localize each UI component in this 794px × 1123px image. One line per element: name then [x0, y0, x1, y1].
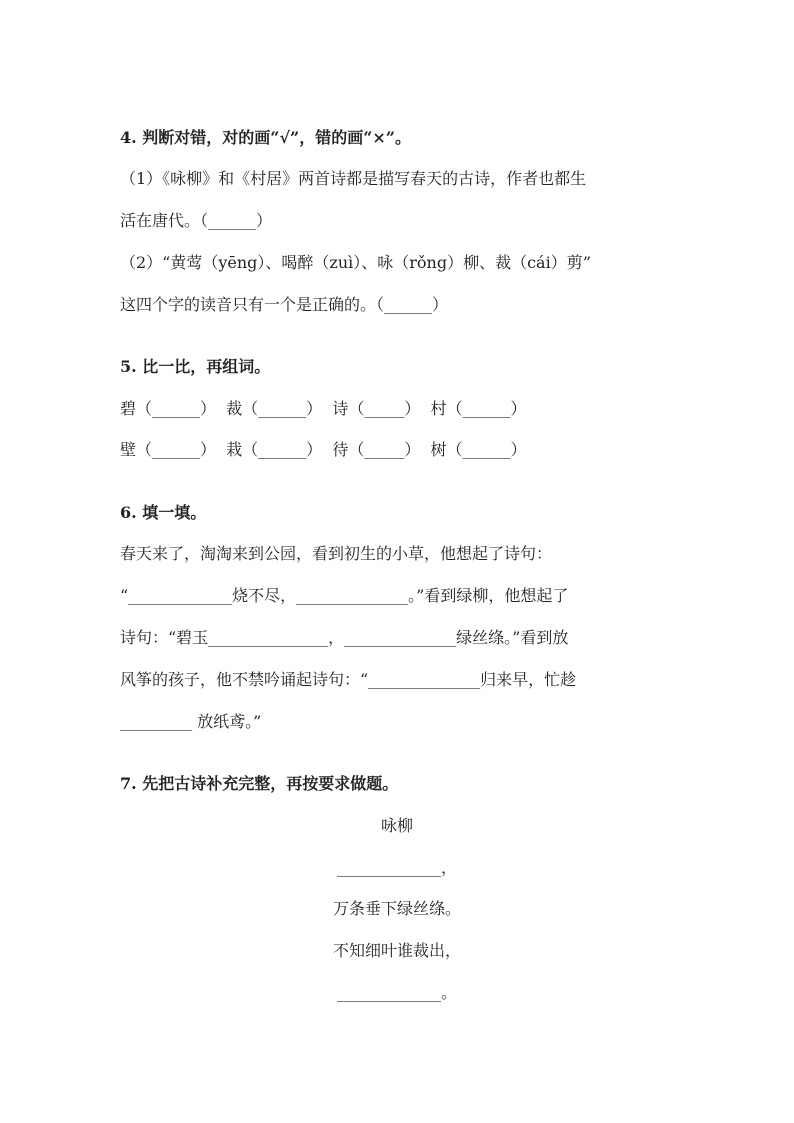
q4-title: 4. 判断对错，对的画“√”，错的画“×”。 [120, 128, 412, 147]
q4-item2-line1: （2）“黄莺（yēng）、喝醉（zuì）、咏（rǒng）柳、裁（cái）剪” [120, 253, 591, 272]
q6-line3: 诗句：“碧玉_______________，______________绿丝绦。”看到放 [120, 628, 569, 647]
q5-title: 5. 比一比，再组词。 [120, 357, 271, 376]
poem-line-4: _____________。 [336, 983, 457, 1002]
q7-title: 7. 先把古诗补充完整，再按要求做题。 [120, 774, 399, 793]
q4-item1-line1: （1）《咏柳》和《村居》两首诗都是描写春天的古诗，作者也都生 [120, 169, 587, 188]
poem-line-2: 万条垂下绿丝绦。 [332, 899, 461, 918]
q5-row2: 壁（______） 栽（______） 待（_____） 树（______） [120, 440, 527, 459]
q6-line1: 春天来了，淘淘来到公园，看到初生的小草，他想起了诗句： [120, 544, 553, 563]
q6-line2: “_____________烧不尽，______________。”看到绿柳，他想起了 [120, 586, 569, 605]
q5-row1: 碧（______） 裁（______） 诗（_____） 村（______） [120, 399, 527, 418]
q6-title: 6. 填一填。 [120, 503, 207, 522]
q6-line5: _________ 放纸鸢。” [120, 712, 262, 731]
poem-line-3: 不知细叶谁裁出， [332, 941, 461, 960]
q4-item2-line2: 这四个字的读音只有一个是正确的。（______） [120, 295, 449, 314]
q6-line4: 风筝的孩子，他不禁吟诵起诗句：“______________归来早，忙趁 [120, 670, 577, 689]
poem-title: 咏柳 [380, 816, 413, 835]
q4-item1-line2: 活在唐代。（______） [120, 211, 273, 230]
poem-line-1: _____________， [336, 858, 457, 877]
